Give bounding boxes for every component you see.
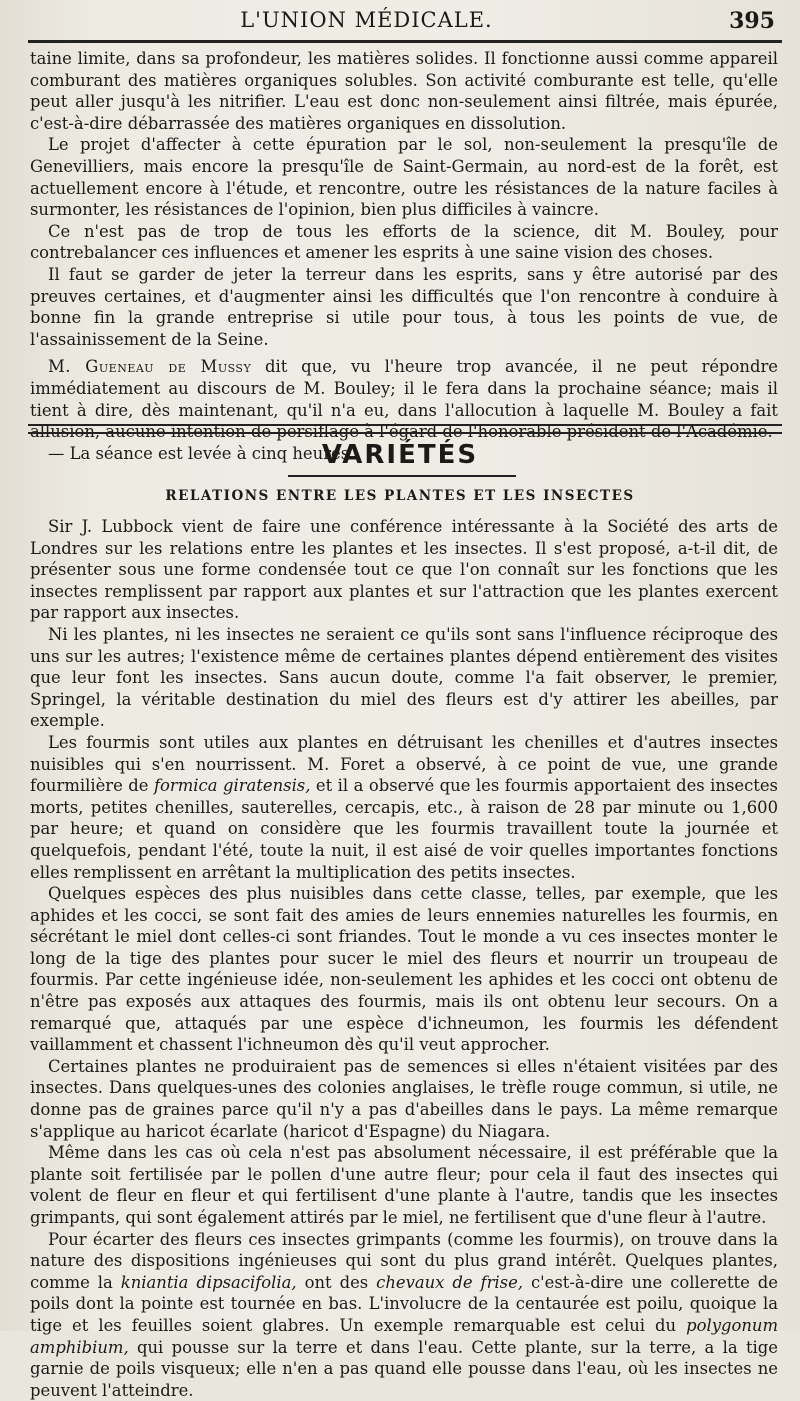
title-rule — [288, 475, 516, 477]
speaker-name: M. Gueneau de Mussy — [48, 357, 252, 377]
paragraph: Il faut se garder de jeter la terreur dans les esprits, sans y être autorisé par des preuves certaines, et d'augmenter ainsi les difficultés que l'on rencontre à conduire à bonne fin la grande entreprise si utile pour tous, à tous les points de vue, de l'assainissement de la Seine. — [30, 264, 778, 349]
paragraph: Le projet d'affecter à cette épuration par le sol, non-seulement la presqu'île de Genevilliers, mais encore la presqu'île de Saint-Germain, au nord-est de la forêt, est actuellement encore à l'étude, et rencontre, outre les résistances de la nature faciles à surmonter, les résistances de l'opinion, bien plus difficiles à vaincre. — [30, 135, 778, 220]
page-number: 395 — [729, 8, 775, 34]
paragraph-text: Pour écarter des fleurs ces insectes grimpants (comme les fourmis), on trouve dans la nature des dispositions ingénieuses qui sont du plus grand intérêt. Quelques plantes, comme la — [30, 1229, 778, 1292]
page-header — [28, 4, 775, 36]
paragraph: Sir J. Lubbock vient de faire une conférence intéressante à la Société des arts de Londres sur les relations entre les plantes et les insectes. Il s'est proposé, a-t-il dit, de présenter sous une forme condensée tout ce que l'on connaît sur les fonctions que les insectes remplissent par rapport aux plantes et sur l'attraction que les plantes exercent par rapport aux insectes. — [30, 517, 778, 623]
paragraph-text: qui pousse sur la terre et dans l'eau. Cette plante, sur la terre, a la tige garnie de poils visqueux; elle n'en a pas quand elle pousse dans l'eau, où les insectes ne peuvent l'atteindre. — [30, 1337, 778, 1400]
continued-article — [30, 48, 778, 464]
header-rule — [28, 40, 782, 43]
term-italic: chevaux de frise, — [376, 1272, 523, 1292]
section-divider — [28, 424, 782, 434]
species-name: kniantia dipsacifolia, — [120, 1272, 297, 1292]
paragraph-text: ont des — [296, 1272, 377, 1292]
paragraph — [30, 1229, 778, 1401]
paragraph: Certaines plantes ne produiraient pas de semences si elles n'étaient visitées par des insectes. Dans quelques-unes des colonies anglaises, le trèfle rouge commun, si utile, ne donne pas de graines parce qu'il n'y a pas d'abeilles dans le pays. La même remarque s'applique au haricot écarlate (haricot d'Espagne) du Niagara. — [30, 1056, 778, 1141]
paragraph-text: dit que, vu l'heure trop avancée, il ne peut répondre immédiatement au discours de M. Bouley; il le fera dans la prochaine séance; mais il tient à dire, dès maintenant, qu'il n'a eu, dans l'allocution à laquelle M. Bouley a fait allusion, aucune intention de persiflage à l'égard de l'honorable président de l'Académie. — [30, 357, 778, 442]
paragraph-text: c'est-à-dire une collerette de poils dont la pointe est tournée en bas. L'involucre de la centaurée est poilu, quoique la tige et les feuilles soient glabres. Un exemple remarquable est celui du — [30, 1272, 778, 1335]
species-name: formica giratensis, — [153, 776, 311, 796]
section-title: VARIÉTÉS — [321, 440, 479, 470]
paragraph-text: Les fourmis sont utiles aux plantes en détruisant les chenilles et d'autres insectes nuisibles qui s'en nourrissent. M. Foret a observé, à ce point de vue, une grande fourmilière de — [30, 732, 778, 796]
paragraph: Ce n'est pas de trop de tous les efforts de la science, dit M. Bouley, pour contrebalancer ces influences et amener les esprits à une saine vision des choses. — [30, 221, 778, 263]
species-name: polygonum amphibium, — [30, 1315, 778, 1357]
closing-line: — La séance est levée à cinq heures. — [48, 443, 355, 463]
article-title: RELATIONS ENTRE LES PLANTES ET LES INSECTES — [165, 488, 635, 504]
paragraph: taine limite, dans sa profondeur, les matières solides. Il fonctionne aussi comme appareil comburant des matières organiques solubles. Son activité comburante est telle, qu'elle peut aller jusqu'à les nitrifier. L'eau est donc non-seulement ainsi filtrée, mais épurée, c'est-à-dire débarrassée des matières organiques en dissolution. — [30, 49, 778, 133]
paragraph: Même dans les cas où cela n'est pas absolument nécessaire, il est préférable que la plante soit fertilisée par le pollen d'une autre fleur; pour cela il faut des insectes qui volent de fleur en fleur et qui fertilisent d'une plante à l'autre, tandis que les insectes grimpants, qui sont également attirés par le miel, ne fertilisent que d'une fleur à l'autre. — [30, 1143, 778, 1227]
journal-title: L'UNION MÉDICALE. — [240, 8, 493, 32]
paragraph — [30, 732, 778, 883]
article-body — [30, 516, 778, 1401]
paragraph: Ni les plantes, ni les insectes ne seraient ce qu'ils sont sans l'influence réciproque des uns sur les autres; l'existence même de certaines plantes dépend entièrement des visites que leur font les insectes. Sans aucun doute, comme l'a fait observer, le premier, Springel, la véritable destination du miel des fleurs est d'y attirer les abeilles, par exemple. — [30, 624, 778, 731]
paragraph-text: et il a observé que les fourmis apportaient des insectes morts, petites chenilles, sauterelles, cercapis, etc., à raison de 28 par minute ou 1,600 par heure; et quand on considère que les fourmis travaillent toute la journée et quelquefois, pendant l'été, toute la nuit, il est aisé de voir quelles importantes fonctions elles remplissent en arrêtant la multiplication des petits insectes. — [30, 776, 778, 882]
paragraph: Quelques espèces des plus nuisibles dans cette classe, telles, par exemple, que les aphides et les cocci, se sont fait des amies de leurs ennemies naturelles les fourmis, en sécrétant le miel dont celles-ci sont friandes. Tout le monde a vu ces insectes monter le long de la tige des plantes pour sucer le miel des fleurs et nourrir un troupeau de fourmis. Par cette ingénieuse idée, non-seulement les aphides et les cocci ont obtenu de n'être pas exposés aux attaques des fourmis, mais ils ont obtenu leur secours. On a remarqué que, attaqués par une espèce d'ichneumon, les fourmis les défendent vaillamment et chassent l'ichneumon dès qu'il veut approcher. — [30, 884, 778, 1055]
